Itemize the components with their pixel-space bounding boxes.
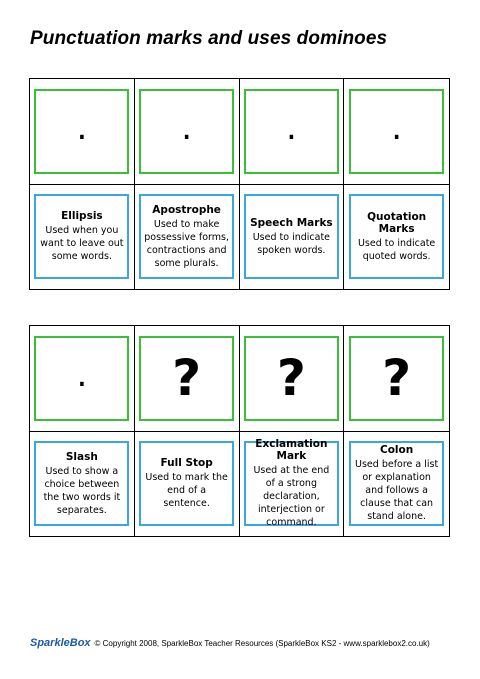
punctuation-symbol: . <box>391 108 403 149</box>
domino-card <box>135 326 240 536</box>
domino-card <box>344 79 449 289</box>
term-description: Used when you want to leave out some words. <box>40 225 124 263</box>
domino-sheet-2 <box>29 325 450 537</box>
term-description: Used to mark the end of a sentence. <box>145 472 228 510</box>
symbol-box <box>34 336 129 421</box>
domino-card <box>240 326 345 536</box>
domino-sheet-1 <box>29 78 450 290</box>
footer <box>30 637 430 649</box>
term-label: Apostrophe <box>152 203 221 216</box>
definition-box <box>244 194 339 279</box>
term-description: Used before a list or explanation and follows a clause that can stand alone. <box>355 459 439 523</box>
symbol-box <box>139 89 234 174</box>
domino-card <box>240 79 345 289</box>
punctuation-symbol: . <box>181 108 193 149</box>
term-label: Exclamation Mark <box>255 438 328 463</box>
domino-card <box>30 326 135 536</box>
punctuation-symbol: . <box>76 108 88 149</box>
domino-card <box>344 326 449 536</box>
symbol-box <box>349 336 444 421</box>
punctuation-symbol: . <box>76 355 88 396</box>
term-description: Used at the end of a strong declaration, interjection or command. <box>253 465 330 529</box>
symbol-box <box>349 89 444 174</box>
definition-box <box>34 441 129 526</box>
domino-card <box>135 79 240 289</box>
term-label: Colon <box>380 444 414 457</box>
definition-box <box>244 438 339 529</box>
term-description: Used to indicate spoken words. <box>252 231 331 256</box>
symbol-box <box>34 89 129 174</box>
page-title: Punctuation marks and uses dominoes <box>30 28 388 49</box>
term-label: Full Stop <box>160 457 213 470</box>
punctuation-symbol: ? <box>382 349 412 408</box>
term-label: Ellipsis <box>61 210 103 223</box>
term-label: Slash <box>65 450 98 463</box>
definition-box <box>139 441 234 526</box>
punctuation-symbol: ? <box>276 349 306 408</box>
term-description: Used to indicate quoted words. <box>357 237 436 262</box>
domino-card <box>30 79 135 289</box>
term-label: Speech Marks <box>250 216 333 229</box>
punctuation-symbol: . <box>285 108 297 149</box>
symbol-box <box>139 336 234 421</box>
term-description: Used to show a choice between the two words it separates. <box>43 465 121 516</box>
copyright-text: © Copyright 2008, SparkleBox Teacher Resources (SparkleBox KS2 - www.sparklebox2.co.uk) <box>94 638 430 648</box>
definition-box <box>349 194 444 279</box>
term-description: Used to make possessive forms, contractions and some plurals. <box>144 218 229 269</box>
symbol-box <box>244 336 339 421</box>
definition-box <box>349 441 444 526</box>
sparklebox-logo: SparkleBox <box>30 637 91 649</box>
definition-box <box>34 194 129 279</box>
definition-box <box>139 194 234 279</box>
term-label: Quotation Marks <box>367 210 427 235</box>
symbol-box <box>244 89 339 174</box>
punctuation-symbol: ? <box>172 349 202 408</box>
